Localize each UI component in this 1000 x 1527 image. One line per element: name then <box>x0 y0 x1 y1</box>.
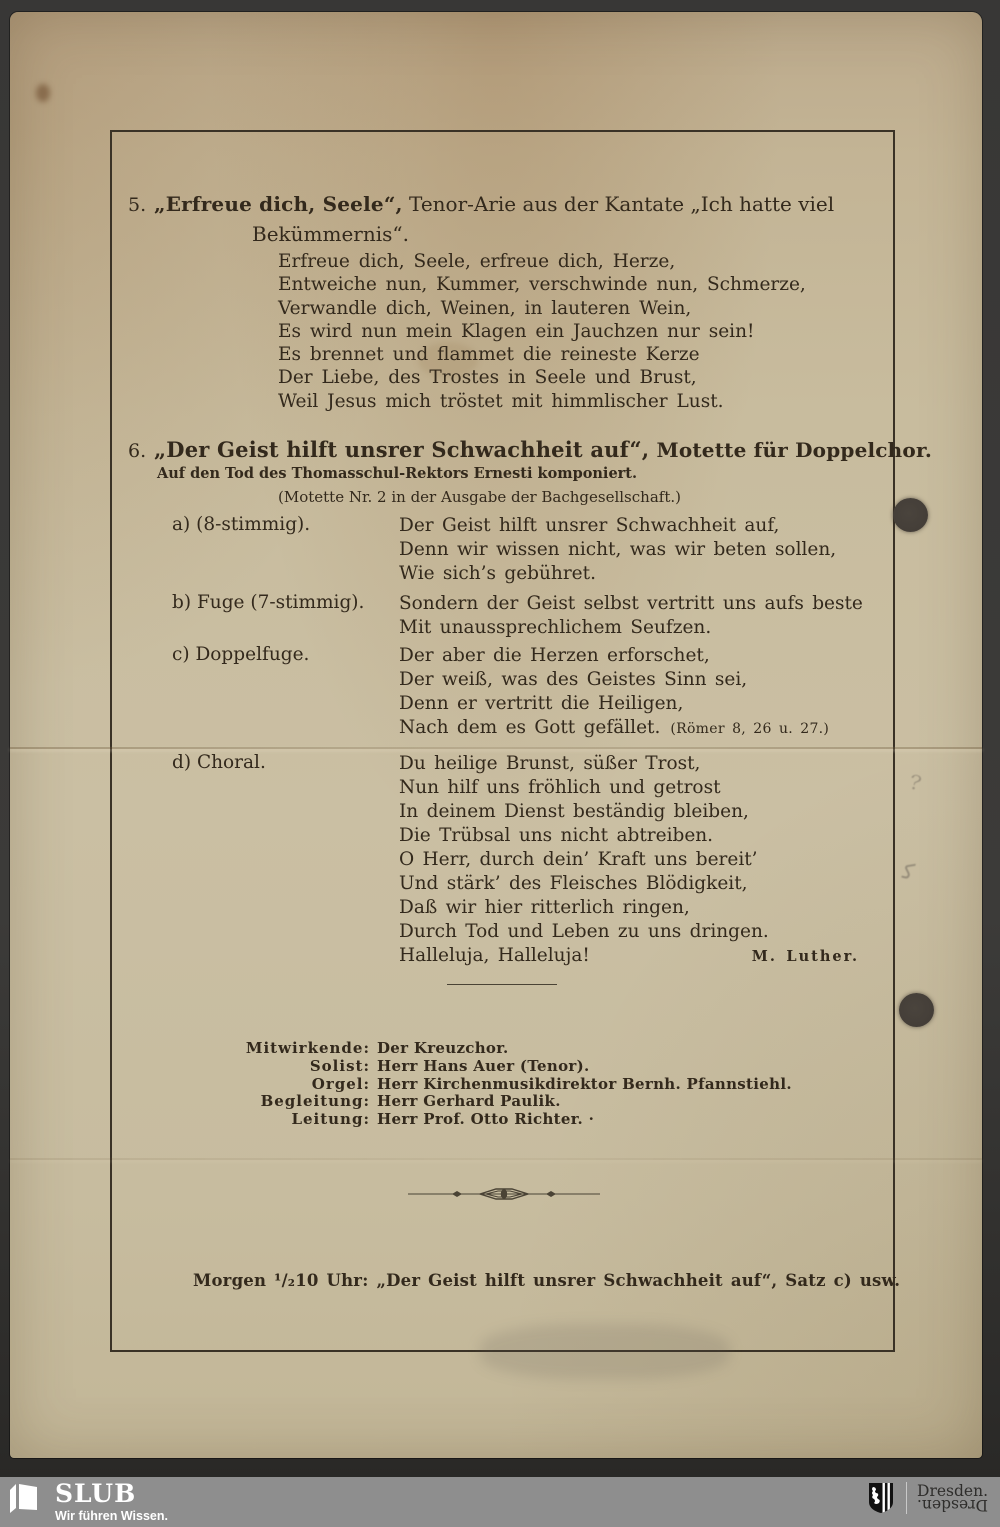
credit-row <box>234 1093 792 1111</box>
movement-line: Sondern der Geist selbst vertritt uns aufs beste <box>399 593 863 614</box>
movement-line: Halleluja, Halleluja! <box>399 945 590 966</box>
dresden-logo <box>868 1482 988 1514</box>
verse-block-item5 <box>278 250 806 413</box>
separator-rule <box>447 984 557 985</box>
item-number: 6. <box>128 440 147 462</box>
bible-citation: (Römer 8, 26 u. 27.) <box>670 721 830 737</box>
movement-a-label: a) (8-stimmig). <box>172 514 311 535</box>
movement-line: Daß wir hier ritterlich ringen, <box>399 897 690 918</box>
movement-line: Und stärk’ des Fleisches Blödigkeit, <box>399 873 748 894</box>
pencil-mark: ﻛ <box>900 859 917 886</box>
credit-value: Herr Hans Auer (Tenor). <box>377 1056 590 1075</box>
item-number: 5. <box>128 194 147 216</box>
verse-line: Entweiche nun, Kummer, verschwinde nun, Schmerze, <box>278 274 806 296</box>
credit-row <box>234 1058 792 1076</box>
pencil-mark: ﹖ <box>901 766 930 797</box>
movement-c-label: c) Doppelfuge. <box>172 644 310 665</box>
movement-line: Die Trübsal uns nicht abtreiben. <box>399 825 714 846</box>
fold-crease <box>10 1158 982 1160</box>
hymn-author: M. Luther. <box>751 948 859 965</box>
credit-value: Herr Prof. Otto Richter. · <box>377 1110 595 1129</box>
verse-line: Weil Jesus mich tröstet mit himmlischer Lust. <box>278 390 724 412</box>
paper-smudge <box>480 1324 730 1379</box>
dresden-city-name: Dresden. <box>917 1482 988 1500</box>
verse-line: Es wird nun mein Klagen ein Jauchzen nur sein! <box>278 320 755 342</box>
slub-name: SLUB <box>55 1479 137 1508</box>
movement-c-last-line <box>399 716 865 741</box>
slub-text-block <box>55 1481 168 1523</box>
credit-role: Solist: <box>309 1056 370 1075</box>
movement-b-label: b) Fuge (7-stimmig). <box>172 592 365 613</box>
punch-hole <box>899 993 934 1027</box>
movement-line: Der Geist hilft unsrer Schwachheit auf, <box>399 515 780 536</box>
verse-line: Es brennet und flammet die reineste Kerze <box>278 344 700 366</box>
movement-a-text <box>399 514 865 586</box>
ornament-divider-icon <box>408 1186 600 1202</box>
movement-line: Du heilige Brunst, süßer Trost, <box>399 753 701 774</box>
movement-line: Nun hilf uns fröhlich und getrost <box>399 777 721 798</box>
movement-c-text <box>399 644 865 741</box>
credit-role: Mitwirkende: <box>245 1039 370 1057</box>
item-title-rest: Motette für Doppelchor. <box>649 438 933 462</box>
program-item-6-heading <box>128 437 932 462</box>
movement-line: Denn er vertritt die Heiligen, <box>399 693 684 714</box>
movement-line: Durch Tod und Leben zu uns dringen. <box>399 921 769 942</box>
movement-line: Denn wir wissen nicht, was wir beten sollen, <box>399 539 837 560</box>
credit-value: Der Kreuzchor. <box>377 1039 509 1057</box>
fold-crease <box>10 747 982 749</box>
paper-stain <box>36 84 50 102</box>
movement-line: Der weiß, was des Geistes Sinn sei, <box>399 669 748 690</box>
logo-divider <box>906 1482 907 1514</box>
item-title-rest: Tenor-Arie aus der Kantate „Ich hatte viel <box>402 192 835 216</box>
movement-d-last-line <box>399 944 865 969</box>
credits-block <box>234 1040 792 1129</box>
slub-book-icon <box>10 1481 38 1513</box>
item-title-quoted: „Erfreue dich, Seele“, <box>154 192 403 216</box>
slub-slogan: Wir führen Wissen. <box>55 1509 168 1523</box>
dresden-coat-of-arms-icon <box>868 1482 894 1514</box>
movement-line: Wie sich’s gebühret. <box>399 563 596 584</box>
credit-value: Herr Gerhard Paulik. <box>377 1092 561 1111</box>
verse-line: Der Liebe, des Trostes in Seele und Brust, <box>278 367 697 389</box>
scanned-page <box>10 12 982 1458</box>
credit-role: Leitung: <box>291 1110 370 1129</box>
movement-d-text <box>399 752 865 969</box>
footer-bar <box>0 1477 1000 1527</box>
program-item-5-heading-line2: Bekümmernis“. <box>252 222 409 246</box>
program-item-5-heading <box>128 192 834 216</box>
movement-line: In deinem Dienst beständig bleiben, <box>399 801 749 822</box>
announcement-line: Morgen ¹/₂10 Uhr: „Der Geist hilft unsrer Schwachheit auf“, Satz c) usw. <box>193 1271 901 1290</box>
movement-line: O Herr, durch dein’ Kraft uns bereit’ <box>399 849 758 870</box>
movement-line: Mit unaussprechlichem Seufzen. <box>399 617 712 638</box>
movement-b-text <box>399 592 865 640</box>
movement-line: Der aber die Herzen erforschet, <box>399 645 710 666</box>
credit-row <box>234 1111 792 1129</box>
credit-row <box>234 1076 792 1094</box>
item-6-subtitle: Auf den Tod des Thomasschul-Rektors Ernesti komponiert. <box>157 465 638 482</box>
movement-d-label: d) Choral. <box>172 752 266 773</box>
slub-logo <box>10 1481 168 1523</box>
dresden-city-name-mirrored: Dresden. <box>917 1496 988 1514</box>
credit-role: Begleitung: <box>260 1092 370 1111</box>
item-6-note: (Motette Nr. 2 in der Ausgabe der Bachgesellschaft.) <box>278 488 681 506</box>
verse-line: Verwandle dich, Weinen, in lauteren Wein, <box>278 297 692 319</box>
credit-row <box>234 1040 792 1058</box>
dresden-wordmark <box>917 1482 988 1514</box>
punch-hole <box>893 498 928 532</box>
credit-role: Orgel: <box>311 1074 370 1093</box>
movement-line: Nach dem es Gott gefället. <box>399 717 661 738</box>
item-title-quoted: „Der Geist hilft unsrer Schwachheit auf“, <box>154 437 650 462</box>
verse-line: Erfreue dich, Seele, erfreue dich, Herze, <box>278 251 676 272</box>
credit-value: Herr Kirchenmusikdirektor Bernh. Pfannstiehl. <box>377 1074 792 1093</box>
